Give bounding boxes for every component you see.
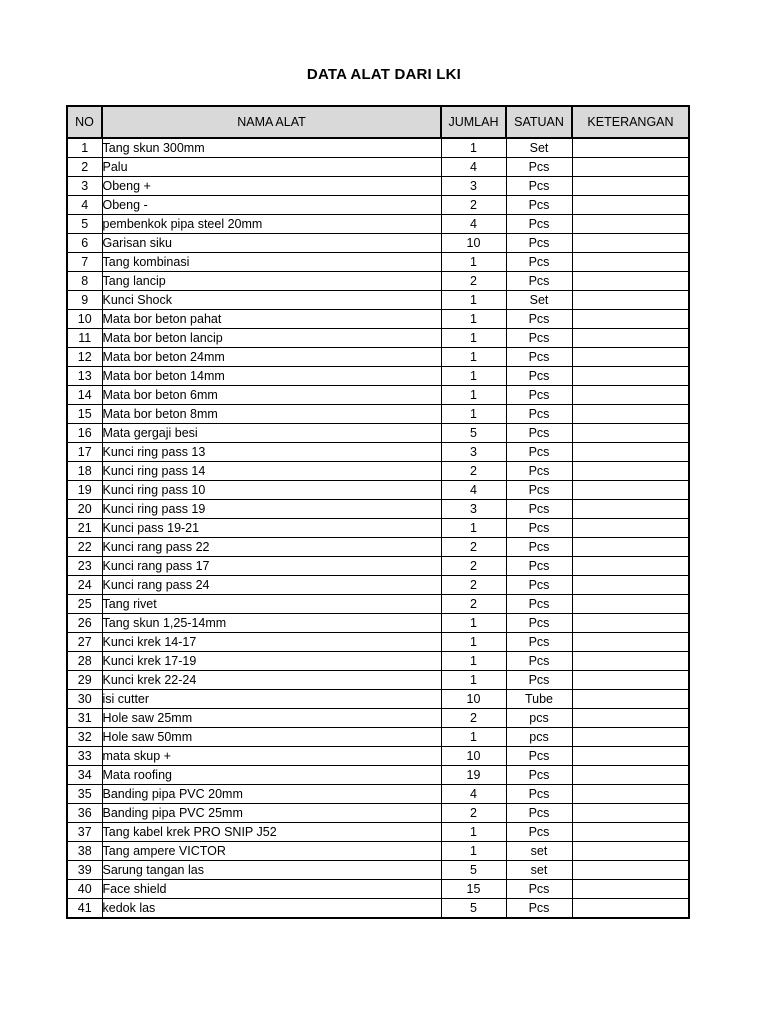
table-row <box>67 728 689 747</box>
cell-nama-alat: Kunci rang pass 22 <box>102 538 441 557</box>
cell-nama-alat: Kunci Shock <box>102 291 441 310</box>
cell-no: 24 <box>67 576 102 595</box>
cell-keterangan <box>572 766 689 785</box>
cell-keterangan <box>572 367 689 386</box>
cell-nama-alat: Kunci ring pass 13 <box>102 443 441 462</box>
cell-no: 6 <box>67 234 102 253</box>
cell-jumlah: 1 <box>441 823 506 842</box>
cell-nama-alat: pembenkok pipa steel 20mm <box>102 215 441 234</box>
table-row <box>67 861 689 880</box>
table-row <box>67 671 689 690</box>
cell-satuan: Pcs <box>506 272 572 291</box>
cell-satuan: Pcs <box>506 500 572 519</box>
cell-keterangan <box>572 272 689 291</box>
header-no: NO <box>67 106 102 138</box>
cell-jumlah: 2 <box>441 804 506 823</box>
cell-jumlah: 1 <box>441 291 506 310</box>
cell-no: 22 <box>67 538 102 557</box>
cell-keterangan <box>572 196 689 215</box>
cell-keterangan <box>572 424 689 443</box>
table-row <box>67 443 689 462</box>
cell-no: 20 <box>67 500 102 519</box>
cell-keterangan <box>572 861 689 880</box>
cell-nama-alat: Hole saw 50mm <box>102 728 441 747</box>
cell-satuan: pcs <box>506 709 572 728</box>
cell-jumlah: 3 <box>441 177 506 196</box>
cell-keterangan <box>572 500 689 519</box>
cell-satuan: set <box>506 861 572 880</box>
cell-keterangan <box>572 348 689 367</box>
cell-no: 10 <box>67 310 102 329</box>
cell-keterangan <box>572 557 689 576</box>
table-row <box>67 424 689 443</box>
cell-nama-alat: Garisan siku <box>102 234 441 253</box>
cell-satuan: Pcs <box>506 348 572 367</box>
cell-nama-alat: Mata bor beton pahat <box>102 310 441 329</box>
cell-nama-alat: Banding pipa PVC 25mm <box>102 804 441 823</box>
cell-no: 40 <box>67 880 102 899</box>
cell-satuan: Pcs <box>506 823 572 842</box>
cell-jumlah: 2 <box>441 462 506 481</box>
cell-satuan: Pcs <box>506 671 572 690</box>
cell-nama-alat: Mata bor beton lancip <box>102 329 441 348</box>
cell-nama-alat: Mata bor beton 14mm <box>102 367 441 386</box>
table-row <box>67 576 689 595</box>
table-row <box>67 557 689 576</box>
cell-keterangan <box>572 576 689 595</box>
cell-no: 28 <box>67 652 102 671</box>
header-jumlah: JUMLAH <box>441 106 506 138</box>
cell-jumlah: 1 <box>441 310 506 329</box>
cell-jumlah: 4 <box>441 215 506 234</box>
cell-no: 23 <box>67 557 102 576</box>
cell-keterangan <box>572 215 689 234</box>
cell-nama-alat: Kunci ring pass 19 <box>102 500 441 519</box>
cell-nama-alat: Tang rivet <box>102 595 441 614</box>
cell-jumlah: 2 <box>441 576 506 595</box>
table-row <box>67 481 689 500</box>
cell-nama-alat: Mata roofing <box>102 766 441 785</box>
cell-nama-alat: Palu <box>102 158 441 177</box>
cell-satuan: Pcs <box>506 557 572 576</box>
cell-jumlah: 4 <box>441 481 506 500</box>
cell-jumlah: 1 <box>441 386 506 405</box>
table-row <box>67 804 689 823</box>
cell-jumlah: 3 <box>441 443 506 462</box>
table-row <box>67 405 689 424</box>
cell-keterangan <box>572 386 689 405</box>
table-row <box>67 823 689 842</box>
cell-keterangan <box>572 728 689 747</box>
cell-satuan: Pcs <box>506 234 572 253</box>
cell-jumlah: 10 <box>441 234 506 253</box>
cell-no: 3 <box>67 177 102 196</box>
cell-no: 27 <box>67 633 102 652</box>
table-row <box>67 519 689 538</box>
header-nama-alat: NAMA ALAT <box>102 106 441 138</box>
page-title: DATA ALAT DARI LKI <box>306 66 462 83</box>
cell-nama-alat: Hole saw 25mm <box>102 709 441 728</box>
cell-nama-alat: Kunci ring pass 14 <box>102 462 441 481</box>
cell-satuan: Pcs <box>506 462 572 481</box>
cell-no: 35 <box>67 785 102 804</box>
cell-keterangan <box>572 614 689 633</box>
cell-jumlah: 1 <box>441 842 506 861</box>
cell-nama-alat: Kunci pass 19-21 <box>102 519 441 538</box>
cell-satuan: Pcs <box>506 880 572 899</box>
cell-satuan: Pcs <box>506 785 572 804</box>
cell-jumlah: 1 <box>441 614 506 633</box>
cell-keterangan <box>572 329 689 348</box>
cell-no: 9 <box>67 291 102 310</box>
cell-satuan: Pcs <box>506 424 572 443</box>
cell-nama-alat: Tang ampere VICTOR <box>102 842 441 861</box>
table-row <box>67 633 689 652</box>
cell-satuan: set <box>506 842 572 861</box>
cell-nama-alat: Kunci krek 17-19 <box>102 652 441 671</box>
cell-keterangan <box>572 177 689 196</box>
cell-nama-alat: Mata bor beton 6mm <box>102 386 441 405</box>
cell-jumlah: 2 <box>441 595 506 614</box>
table-row <box>67 842 689 861</box>
table-row <box>67 348 689 367</box>
cell-keterangan <box>572 538 689 557</box>
cell-satuan: Pcs <box>506 310 572 329</box>
cell-nama-alat: Banding pipa PVC 20mm <box>102 785 441 804</box>
cell-nama-alat: Tang lancip <box>102 272 441 291</box>
cell-nama-alat: Tang kabel krek PRO SNIP J52 <box>102 823 441 842</box>
cell-nama-alat: mata skup + <box>102 747 441 766</box>
table-row <box>67 177 689 196</box>
table-row <box>67 329 689 348</box>
cell-keterangan <box>572 785 689 804</box>
cell-jumlah: 1 <box>441 253 506 272</box>
cell-satuan: Pcs <box>506 481 572 500</box>
cell-keterangan <box>572 138 689 158</box>
cell-jumlah: 1 <box>441 652 506 671</box>
cell-keterangan <box>572 671 689 690</box>
cell-nama-alat: Sarung tangan las <box>102 861 441 880</box>
cell-satuan: Set <box>506 138 572 158</box>
table-row <box>67 196 689 215</box>
cell-nama-alat: Obeng - <box>102 196 441 215</box>
table-row <box>67 652 689 671</box>
cell-keterangan <box>572 405 689 424</box>
cell-no: 5 <box>67 215 102 234</box>
table-row <box>67 766 689 785</box>
cell-nama-alat: Kunci rang pass 17 <box>102 557 441 576</box>
cell-nama-alat: Kunci krek 22-24 <box>102 671 441 690</box>
cell-keterangan <box>572 595 689 614</box>
cell-satuan: Pcs <box>506 177 572 196</box>
cell-satuan: Pcs <box>506 576 572 595</box>
cell-satuan: Pcs <box>506 196 572 215</box>
table-row <box>67 386 689 405</box>
cell-nama-alat: Tang kombinasi <box>102 253 441 272</box>
cell-no: 13 <box>67 367 102 386</box>
cell-jumlah: 2 <box>441 709 506 728</box>
cell-satuan: Pcs <box>506 329 572 348</box>
cell-no: 36 <box>67 804 102 823</box>
cell-jumlah: 1 <box>441 633 506 652</box>
cell-no: 31 <box>67 709 102 728</box>
cell-jumlah: 5 <box>441 424 506 443</box>
table-header-row <box>67 106 689 138</box>
cell-no: 37 <box>67 823 102 842</box>
cell-no: 33 <box>67 747 102 766</box>
cell-satuan: pcs <box>506 728 572 747</box>
cell-no: 8 <box>67 272 102 291</box>
cell-keterangan <box>572 291 689 310</box>
cell-jumlah: 5 <box>441 861 506 880</box>
cell-nama-alat: isi cutter <box>102 690 441 709</box>
table-row <box>67 538 689 557</box>
cell-jumlah: 10 <box>441 690 506 709</box>
cell-satuan: Pcs <box>506 158 572 177</box>
table-row <box>67 690 689 709</box>
cell-keterangan <box>572 158 689 177</box>
table-row <box>67 272 689 291</box>
cell-nama-alat: Obeng + <box>102 177 441 196</box>
cell-no: 19 <box>67 481 102 500</box>
cell-jumlah: 19 <box>441 766 506 785</box>
cell-no: 17 <box>67 443 102 462</box>
cell-nama-alat: kedok las <box>102 899 441 919</box>
cell-satuan: Pcs <box>506 386 572 405</box>
cell-nama-alat: Face shield <box>102 880 441 899</box>
cell-no: 29 <box>67 671 102 690</box>
cell-jumlah: 2 <box>441 538 506 557</box>
cell-no: 7 <box>67 253 102 272</box>
cell-satuan: Pcs <box>506 614 572 633</box>
table-row <box>67 367 689 386</box>
tool-data-table <box>66 105 690 919</box>
table-row <box>67 709 689 728</box>
table-row <box>67 234 689 253</box>
cell-jumlah: 10 <box>441 747 506 766</box>
cell-jumlah: 1 <box>441 329 506 348</box>
cell-satuan: Pcs <box>506 633 572 652</box>
cell-keterangan <box>572 481 689 500</box>
cell-keterangan <box>572 253 689 272</box>
cell-satuan: Pcs <box>506 766 572 785</box>
cell-no: 41 <box>67 899 102 919</box>
table-row <box>67 291 689 310</box>
cell-satuan: Pcs <box>506 652 572 671</box>
cell-satuan: Pcs <box>506 253 572 272</box>
cell-keterangan <box>572 462 689 481</box>
cell-jumlah: 5 <box>441 899 506 919</box>
cell-satuan: Pcs <box>506 538 572 557</box>
cell-nama-alat: Kunci rang pass 24 <box>102 576 441 595</box>
cell-jumlah: 1 <box>441 728 506 747</box>
cell-jumlah: 1 <box>441 138 506 158</box>
cell-no: 15 <box>67 405 102 424</box>
cell-no: 18 <box>67 462 102 481</box>
cell-keterangan <box>572 747 689 766</box>
cell-no: 4 <box>67 196 102 215</box>
cell-satuan: Pcs <box>506 443 572 462</box>
cell-jumlah: 1 <box>441 519 506 538</box>
cell-nama-alat: Mata bor beton 8mm <box>102 405 441 424</box>
cell-jumlah: 4 <box>441 158 506 177</box>
cell-nama-alat: Tang skun 1,25-14mm <box>102 614 441 633</box>
table-row <box>67 500 689 519</box>
cell-no: 11 <box>67 329 102 348</box>
cell-keterangan <box>572 310 689 329</box>
cell-jumlah: 4 <box>441 785 506 804</box>
cell-satuan: Set <box>506 291 572 310</box>
header-keterangan: KETERANGAN <box>572 106 689 138</box>
cell-no: 25 <box>67 595 102 614</box>
cell-keterangan <box>572 899 689 919</box>
table-row <box>67 614 689 633</box>
cell-no: 32 <box>67 728 102 747</box>
cell-keterangan <box>572 880 689 899</box>
cell-keterangan <box>572 519 689 538</box>
table-row <box>67 253 689 272</box>
cell-keterangan <box>572 842 689 861</box>
table-row <box>67 880 689 899</box>
cell-no: 30 <box>67 690 102 709</box>
header-satuan: SATUAN <box>506 106 572 138</box>
cell-satuan: Pcs <box>506 899 572 919</box>
table-row <box>67 310 689 329</box>
cell-keterangan <box>572 823 689 842</box>
table-row <box>67 899 689 919</box>
cell-no: 2 <box>67 158 102 177</box>
cell-nama-alat: Kunci ring pass 10 <box>102 481 441 500</box>
table-row <box>67 462 689 481</box>
table-row <box>67 138 689 158</box>
table-body <box>67 138 689 918</box>
cell-jumlah: 2 <box>441 272 506 291</box>
cell-keterangan <box>572 804 689 823</box>
cell-keterangan <box>572 652 689 671</box>
cell-jumlah: 2 <box>441 196 506 215</box>
cell-no: 34 <box>67 766 102 785</box>
cell-satuan: Pcs <box>506 804 572 823</box>
cell-no: 12 <box>67 348 102 367</box>
cell-jumlah: 1 <box>441 671 506 690</box>
cell-no: 26 <box>67 614 102 633</box>
cell-jumlah: 1 <box>441 348 506 367</box>
cell-no: 1 <box>67 138 102 158</box>
table-row <box>67 215 689 234</box>
table-row <box>67 595 689 614</box>
table-row <box>67 158 689 177</box>
cell-satuan: Tube <box>506 690 572 709</box>
cell-keterangan <box>572 709 689 728</box>
cell-keterangan <box>572 633 689 652</box>
cell-satuan: Pcs <box>506 215 572 234</box>
cell-keterangan <box>572 690 689 709</box>
cell-nama-alat: Tang skun 300mm <box>102 138 441 158</box>
cell-jumlah: 3 <box>441 500 506 519</box>
cell-jumlah: 15 <box>441 880 506 899</box>
cell-satuan: Pcs <box>506 405 572 424</box>
cell-nama-alat: Mata gergaji besi <box>102 424 441 443</box>
table-row <box>67 747 689 766</box>
cell-jumlah: 1 <box>441 405 506 424</box>
cell-no: 21 <box>67 519 102 538</box>
cell-keterangan <box>572 234 689 253</box>
cell-no: 14 <box>67 386 102 405</box>
table-row <box>67 785 689 804</box>
cell-nama-alat: Kunci krek 14-17 <box>102 633 441 652</box>
cell-no: 39 <box>67 861 102 880</box>
cell-no: 38 <box>67 842 102 861</box>
cell-nama-alat: Mata bor beton 24mm <box>102 348 441 367</box>
cell-satuan: Pcs <box>506 519 572 538</box>
cell-satuan: Pcs <box>506 595 572 614</box>
cell-satuan: Pcs <box>506 747 572 766</box>
cell-satuan: Pcs <box>506 367 572 386</box>
cell-jumlah: 1 <box>441 367 506 386</box>
cell-jumlah: 2 <box>441 557 506 576</box>
cell-no: 16 <box>67 424 102 443</box>
cell-keterangan <box>572 443 689 462</box>
